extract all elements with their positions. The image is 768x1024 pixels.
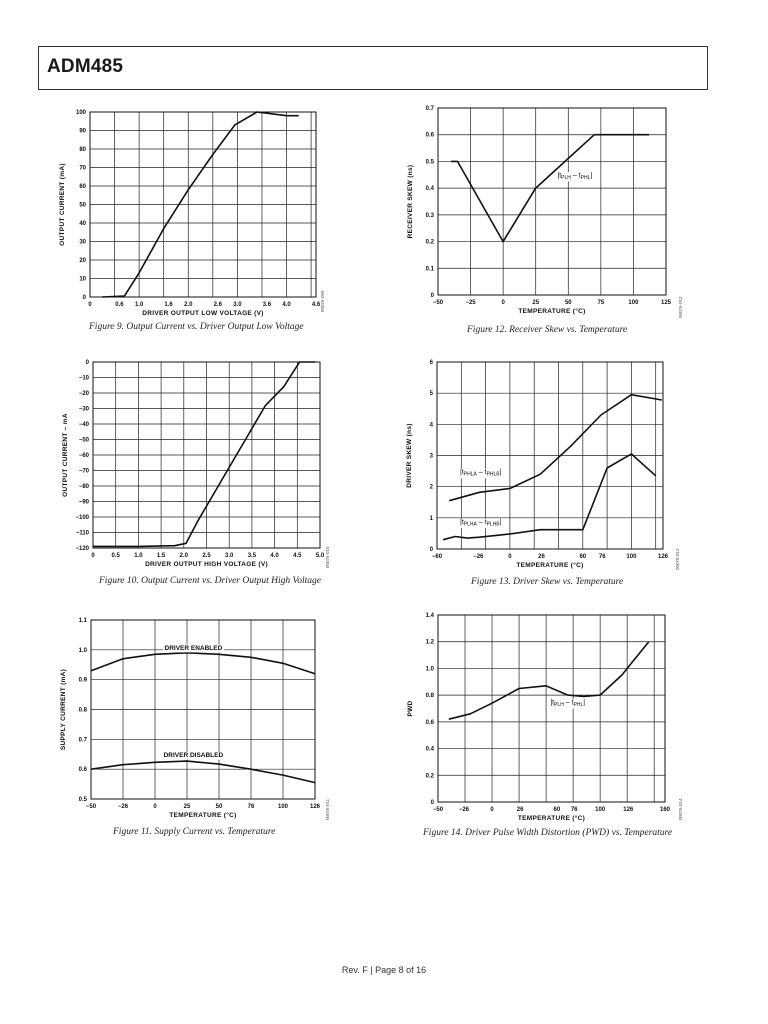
y-tick-label: 0 [82,295,86,301]
x-tick-label: 0 [88,302,92,308]
y-tick-label: 0.8 [78,707,87,714]
series-line-1 [91,761,315,783]
figure-13-chart [390,352,690,577]
y-tick-label: 2 [429,484,433,491]
y-tick-label: 0 [85,360,89,366]
x-tick-label: −50 [432,807,444,813]
chart-svg-5 [390,605,690,830]
x-tick-label: 26 [538,554,545,560]
y-tick-label: 50 [79,202,86,209]
x-tick-label: 1.0 [134,302,144,308]
y-axis-label: SUPPLY CURRENT (mA) [60,668,67,751]
y-tick-label: 0.9 [78,677,87,684]
chart-svg-3 [390,352,690,577]
x-tick-label: 0 [501,300,505,306]
x-tick-label: 126 [657,554,669,560]
x-tick-label: 5.0 [315,553,325,559]
x-tick-label: 3.5 [247,553,257,559]
grid [438,615,665,802]
x-tick-label: 126 [309,804,321,810]
x-tick-label: 126 [623,807,634,813]
x-tick-label: 76 [247,804,255,810]
y-tick-label: 0.6 [425,719,434,726]
y-tick-label: 0.6 [425,132,434,139]
x-tick-label: 76 [570,807,578,813]
x-tick-label: 26 [516,807,524,813]
y-tick-label: 0.2 [425,773,434,780]
x-tick-label: 1.6 [164,302,173,308]
y-axis-label: OUTPUT CURRENT (mA) [59,163,66,246]
y-tick-label: 1.2 [425,639,434,646]
y-tick-label: 0.4 [425,186,434,193]
figure-9-id: 00076-009 [320,290,325,312]
x-tick-label: 3.0 [225,553,234,559]
figure-9-caption: Figure 9. Output Current vs. Driver Output Low Voltage [89,322,304,332]
y-tick-label: 0 [429,547,433,553]
chart-svg-4 [38,605,338,830]
x-tick-label: 100 [626,554,637,560]
figure-12-chart [390,100,690,325]
y-tick-label: 0.7 [425,106,434,112]
figure-10-caption: Figure 10. Output Current vs. Driver Output High Voltage [99,576,322,586]
y-tick-label: 0.1 [425,266,434,273]
y-tick-label: −10 [78,375,89,382]
x-tick-label: 100 [595,807,606,813]
y-tick-label: −30 [78,406,89,413]
x-tick-label: 25 [532,300,540,306]
y-tick-label: 0.2 [425,239,434,246]
x-tick-label: 2.0 [179,553,188,559]
figure-11-id: 00076-011 [325,798,330,820]
x-tick-label: −26 [458,807,470,813]
y-tick-label: −60 [78,453,89,459]
y-tick-label: 100 [75,110,86,116]
x-tick-label: 60 [579,554,587,560]
figure-11-chart [38,605,338,830]
x-tick-label: 3.6 [262,302,272,308]
figure-9-chart [38,100,338,325]
series-line-0 [93,362,316,546]
x-tick-label: 100 [277,804,289,810]
y-tick-label: 10 [79,276,86,283]
x-tick-label: 0.5 [111,553,120,559]
x-tick-label: 1.0 [134,553,143,559]
x-tick-label: 0 [153,804,157,810]
x-tick-label: 0.6 [115,302,124,308]
chart-svg-1 [390,100,690,325]
y-tick-label: −100 [75,515,89,521]
y-tick-label: 0.5 [425,159,434,166]
document-title: ADM485 [47,56,124,77]
curve-annotation: $|t_{PLH} - t_{PHL}|$ [550,699,586,708]
x-tick-label: 1.5 [156,553,166,559]
x-axis-label: TEMPERATURE (°C) [516,562,584,569]
x-tick-label: 0 [91,553,95,559]
y-tick-label: 1 [429,515,433,522]
chart-svg-2 [38,352,338,577]
series-line-0 [91,653,315,674]
x-axis-label: TEMPERATURE (°C) [518,308,586,315]
y-tick-label: 1.1 [78,618,87,624]
y-tick-label: −110 [75,530,89,537]
figure-12-id: 00076-012 [678,296,683,318]
y-tick-label: 0.5 [78,797,87,803]
y-tick-label: 90 [79,128,86,135]
x-tick-label: −26 [117,804,129,810]
x-axis-label: DRIVER OUTPUT HIGH VOLTAGE (V) [145,561,268,568]
x-tick-label: 3.0 [233,302,242,308]
x-tick-label: 4.6 [311,302,321,308]
x-tick-label: 60 [553,807,561,813]
y-tick-label: 4 [429,422,433,429]
y-axis-label: RECEIVER SKEW (ns) [407,164,414,239]
y-tick-label: 5 [429,391,433,398]
x-tick-label: 2.5 [202,553,211,559]
y-tick-label: −40 [78,422,89,428]
x-axis-label: TEMPERATURE (°C) [517,815,586,822]
figure-10-chart [38,352,338,577]
y-tick-label: −70 [78,468,89,475]
figure-12-caption: Figure 12. Receiver Skew vs. Temperature [467,325,628,335]
x-tick-label: −50 [85,804,97,810]
x-tick-label: 2.0 [184,302,193,308]
x-tick-label: 160 [659,807,671,813]
y-tick-label: 3 [429,453,433,460]
y-tick-label: 0 [430,800,434,806]
y-axis-label: PWD [407,700,414,717]
curve-annotation: $|t_{PHLA} - t_{PHLB}|$ [460,469,502,478]
y-axis-label: DRIVER SKEW (ns) [406,423,413,488]
y-tick-label: 60 [79,184,86,190]
y-tick-label: −120 [75,546,89,552]
y-tick-label: −20 [78,391,89,397]
page-footer: Rev. F | Page 8 of 16 [341,965,427,975]
y-tick-label: −50 [78,437,89,444]
y-tick-label: 0.8 [425,693,434,700]
y-tick-label: 20 [79,258,86,264]
y-tick-label: 6 [429,360,433,366]
x-tick-label: 2.6 [213,302,222,308]
y-tick-label: 30 [79,239,86,246]
figure-13-id: 00076-013 [675,548,680,570]
x-tick-label: 4.0 [270,553,279,559]
x-tick-label: 100 [628,300,639,306]
curve-annotation: DRIVER DISABLED [163,752,224,760]
x-tick-label: 4.0 [282,302,291,308]
x-tick-label: 125 [660,300,672,306]
figure-14-chart [390,605,690,830]
grid [93,362,320,548]
y-tick-label: 0.3 [425,212,434,219]
figure-10-id: 00076-010 [325,546,330,568]
x-tick-label: 25 [183,804,191,810]
grid [438,108,666,295]
curve-annotation: $|t_{PLHA} - t_{PLHB}|$ [460,519,502,528]
x-tick-label: 4.5 [293,553,302,559]
y-tick-label: −80 [78,484,89,490]
figure-13-caption: Figure 13. Driver Skew vs. Temperature [471,577,624,587]
curve-annotation: DRIVER ENABLED [164,644,223,652]
x-tick-label: 75 [597,300,605,306]
plot-frame [438,108,666,295]
chart-svg-0 [38,100,338,325]
y-tick-label: 70 [79,165,86,172]
figure-11-caption: Figure 11. Supply Current vs. Temperature [113,827,276,837]
x-tick-label: −50 [432,300,444,306]
x-tick-label: 50 [215,804,223,810]
y-tick-label: 80 [79,147,86,153]
y-tick-label: 0.7 [78,737,87,744]
curve-annotation: $|t_{PLH} - t_{PHL}|$ [557,172,593,181]
grid [90,112,316,297]
y-tick-label: 0 [430,293,434,299]
y-tick-label: −90 [78,499,89,506]
y-tick-label: 40 [79,221,86,227]
figure-14-caption: Figure 14. Driver Pulse Width Distortion (PWD) vs. Temperature [423,828,673,838]
x-axis-label: DRIVER OUTPUT LOW VOLTAGE (V) [142,310,264,317]
x-tick-label: −26 [473,554,484,560]
x-tick-label: 50 [564,300,572,306]
y-tick-label: 1.0 [78,647,87,654]
x-tick-label: −60 [431,554,443,560]
x-tick-label: 0 [490,807,494,813]
figure-14-id: 00076-014 [678,798,683,820]
y-tick-label: 1.0 [425,666,434,673]
y-axis-label: OUTPUT CURRENT – mA [62,413,69,497]
x-tick-label: 76 [598,554,606,560]
y-tick-label: 0.6 [78,767,87,774]
x-tick-label: 0 [508,554,512,560]
header-bar [38,46,708,90]
x-tick-label: −25 [465,300,476,306]
series-line-0 [449,642,649,720]
y-tick-label: 1.4 [425,613,434,619]
y-tick-label: 0.4 [425,746,434,753]
x-axis-label: TEMPERATURE (°C) [169,812,237,819]
series-line-0 [449,395,662,501]
plot-frame [438,615,665,802]
